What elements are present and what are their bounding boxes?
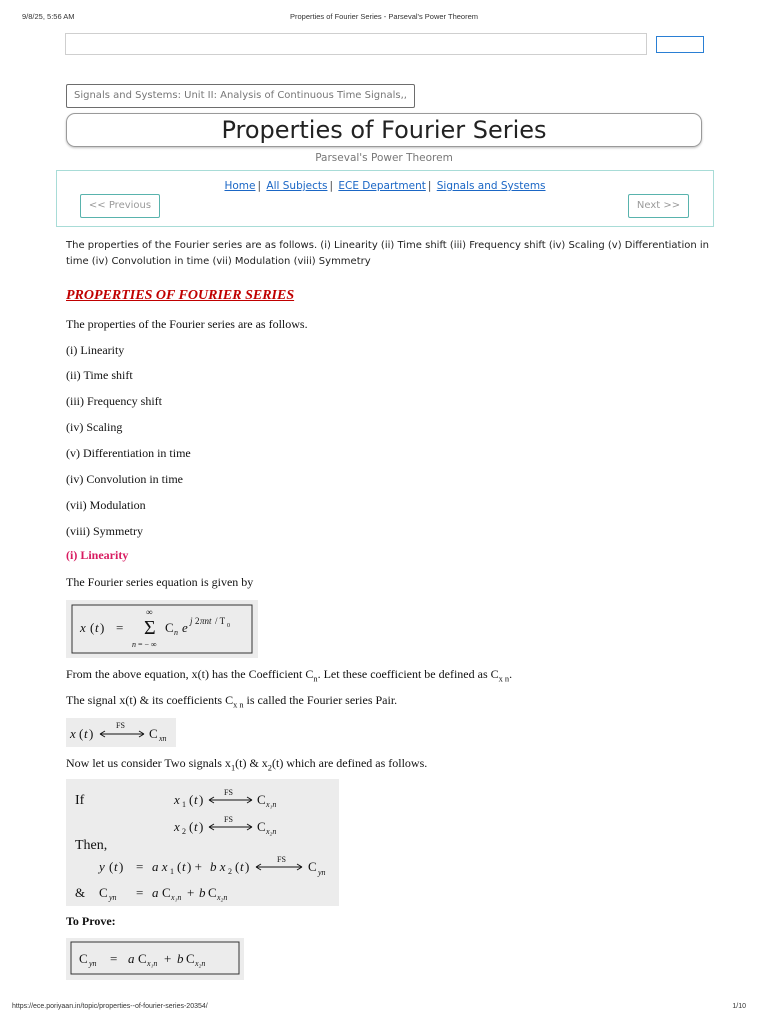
svg-text:(: ( <box>90 620 95 635</box>
svg-text:): ) <box>100 620 105 635</box>
list-item: (iii) Frequency shift <box>66 394 162 408</box>
svg-text:(: ( <box>79 726 84 741</box>
svg-text:C: C <box>257 792 266 807</box>
svg-text:) +: ) + <box>187 859 202 874</box>
svg-text:2: 2 <box>195 616 200 626</box>
search-input[interactable] <box>65 33 647 55</box>
svg-text:1: 1 <box>170 867 174 876</box>
svg-text:(: ( <box>109 859 114 874</box>
svg-text:t: t <box>84 726 88 741</box>
svg-text:t: t <box>194 819 198 834</box>
two-signals-text: Now let us consider Two signals $x_1(t)$ & $x_2(t)$ which are defined as follows. <box>66 756 428 773</box>
svg-text:=: = <box>110 951 118 966</box>
svg-text:FS: FS <box>224 815 233 824</box>
svg-text:e: e <box>182 620 188 635</box>
ampersand-label: & <box>75 885 86 900</box>
svg-text:=: = <box>136 885 144 900</box>
svg-text:b: b <box>177 951 184 966</box>
svg-text:πnt: πnt <box>200 616 212 626</box>
list-item: (ii) Time shift <box>66 368 133 382</box>
svg-text:C: C <box>208 885 217 900</box>
svg-text:2: 2 <box>182 827 186 836</box>
list-item: (vii) Modulation <box>66 498 146 512</box>
nav-link-home[interactable]: Home <box>224 180 256 192</box>
svg-text:(: ( <box>189 819 194 834</box>
print-url: https://ece.poriyaan.in/topic/properties--of-fourier-series-20354/ <box>12 1003 208 1010</box>
search-button[interactable] <box>656 36 704 53</box>
print-doc-title: Properties of Fourier Series - Parseval's Power Theorem <box>289 12 479 21</box>
properties-lead: The properties of the Fourier series are as follows. <box>66 317 308 331</box>
svg-text:x₂n: x₂n <box>195 959 206 968</box>
page-title: Properties of Fourier Series <box>221 116 547 144</box>
svg-text:+: + <box>164 951 172 966</box>
svg-text:t: t <box>240 859 244 874</box>
svg-text:xn: xn <box>159 734 167 743</box>
svg-text:yn: yn <box>109 893 117 902</box>
svg-text:C: C <box>138 951 147 966</box>
fourier-series-equation <box>66 600 258 658</box>
svg-text:b x: b x <box>210 859 226 874</box>
linearity-equations <box>66 779 339 906</box>
svg-text:FS: FS <box>277 855 286 864</box>
print-datetime: 9/8/25, 5:56 AM <box>22 12 75 21</box>
svg-text:C: C <box>162 885 171 900</box>
print-page-number: 1/10 <box>732 1003 746 1010</box>
page-subtitle: Parseval's Power Theorem <box>315 152 453 164</box>
svg-text:x₂n: x₂n <box>217 893 228 902</box>
svg-text:Σ: Σ <box>144 617 156 639</box>
svg-text:x: x <box>174 819 180 834</box>
svg-text:): ) <box>199 792 204 807</box>
svg-text:): ) <box>245 859 250 874</box>
svg-text:t: t <box>194 792 198 807</box>
svg-text:b: b <box>199 885 206 900</box>
fourier-pair-text: The signal x(t) & its coefficients $C_{x n}$ is called the Fourier series Pair. <box>66 693 398 710</box>
svg-text:n: n <box>132 640 136 649</box>
if-label: If <box>75 793 85 808</box>
next-button[interactable]: Next >> <box>628 194 689 218</box>
linearity-equations-graphic <box>66 779 339 906</box>
list-item: (iv) Convolution in time <box>66 472 183 486</box>
nav-links: Home | All Subjects | ECE Department | Signals and Systems <box>224 180 546 192</box>
fourier-pair-equation <box>66 718 176 747</box>
svg-text:): ) <box>119 859 124 874</box>
svg-text:C: C <box>149 726 158 741</box>
svg-text:C: C <box>257 819 266 834</box>
svg-text:C: C <box>308 859 317 874</box>
svg-text:+: + <box>187 885 195 900</box>
svg-text:j: j <box>190 616 193 626</box>
svg-text:FS: FS <box>224 788 233 797</box>
svg-text:(: ( <box>189 792 194 807</box>
svg-text:t: t <box>182 859 186 874</box>
svg-text:n: n <box>174 628 178 637</box>
svg-text:x₁n: x₁n <box>171 893 182 902</box>
breadcrumb[interactable]: Signals and Systems: Unit II: Analysis of Continuous Time Signals,, <box>66 84 415 108</box>
svg-text:C: C <box>186 951 195 966</box>
svg-text:x₁n: x₁n <box>266 800 277 809</box>
svg-text:x: x <box>70 726 76 741</box>
nav-link-ece-department[interactable]: ECE Department <box>338 180 426 192</box>
svg-text:=: = <box>136 859 144 874</box>
list-item: (i) Linearity <box>66 343 125 357</box>
section-heading: PROPERTIES OF FOURIER SERIES <box>66 288 295 303</box>
list-item: (viii) Symmetry <box>66 524 143 538</box>
svg-text:x: x <box>80 620 86 635</box>
list-item: (iv) Scaling <box>66 420 123 434</box>
svg-text:C: C <box>79 951 88 966</box>
svg-text:y: y <box>99 859 105 874</box>
svg-text:/ T: / T <box>215 616 226 626</box>
svg-text:a x: a x <box>152 859 168 874</box>
navigation-panel <box>56 170 714 227</box>
fourier-pair-graphic <box>66 718 176 747</box>
svg-text:x: x <box>174 792 180 807</box>
svg-text:t: t <box>95 620 99 635</box>
svg-text:): ) <box>199 819 204 834</box>
svg-text:C: C <box>165 620 174 635</box>
then-label: Then, <box>75 838 108 853</box>
fourier-series-equation-graphic <box>66 600 258 658</box>
svg-text:a: a <box>152 885 159 900</box>
svg-text:yn: yn <box>318 868 326 877</box>
nav-link-all-subjects[interactable]: All Subjects <box>266 180 328 192</box>
coefficient-text: From the above equation, x(t) has the Coefficient $C_n$. Let these coefficient be defined as $C_{x n}$. <box>66 667 513 684</box>
svg-text:2: 2 <box>228 867 232 876</box>
svg-text:x₁n: x₁n <box>147 959 158 968</box>
fs-label: FS <box>116 721 125 730</box>
svg-text:): ) <box>89 726 94 741</box>
svg-text:yn: yn <box>89 959 97 968</box>
svg-text:a: a <box>128 951 135 966</box>
equation-intro: The Fourier series equation is given by <box>66 575 254 589</box>
svg-text:1: 1 <box>182 800 186 809</box>
svg-text:C: C <box>99 885 108 900</box>
previous-button[interactable]: << Previous <box>80 194 160 218</box>
svg-text:t: t <box>114 859 118 874</box>
svg-text:(: ( <box>177 859 182 874</box>
linearity-heading: (i) Linearity <box>66 548 129 562</box>
to-prove-graphic <box>66 938 244 980</box>
page-title-box <box>66 113 702 147</box>
intro-paragraph: The properties of the Fourier series are as follows. (i) Linearity (ii) Time shift (iii) Frequency shift (iv) Scaling (v) Differentiation in time (iv) Convolution in time (vii) Modulation (viii) Symmetry <box>66 240 709 267</box>
svg-text:x₂n: x₂n <box>266 827 277 836</box>
svg-text:=: = <box>116 620 124 635</box>
list-item: (v) Differentiation in time <box>66 446 191 460</box>
svg-text:0: 0 <box>227 623 230 629</box>
to-prove-equation <box>66 938 244 980</box>
to-prove-heading: To Prove: <box>66 914 116 928</box>
svg-text:∞: ∞ <box>146 607 153 617</box>
svg-text:= − ∞: = − ∞ <box>138 640 157 649</box>
nav-link-signals-and-systems[interactable]: Signals and Systems <box>436 180 546 192</box>
svg-text:(: ( <box>235 859 240 874</box>
